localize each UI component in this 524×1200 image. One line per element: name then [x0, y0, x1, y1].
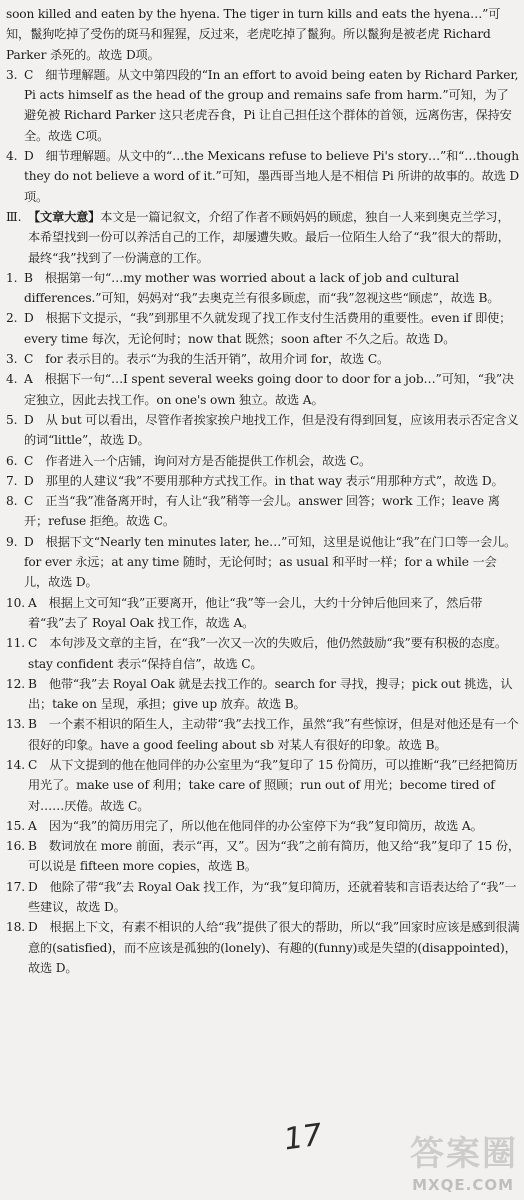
- item-text: B 一个素不相识的陌生人，主动带“我”去找工作，虽然“我”有些惊讶，但是对他还是有一个很好的印象。have a good feeling about sb 对某人有很好的印象。故选 B。: [28, 717, 519, 752]
- answer-item-b14: [6, 755, 520, 816]
- item-text: B 数词放在 more 前面，表示“再，又”。因为“我”之前有简历，他又给“我”复印了 15 份，可以说是 fifteen more copies，故选 B。: [28, 839, 520, 874]
- answer-item-b2: [6, 308, 520, 349]
- answer-item-b3: [6, 349, 520, 369]
- item-text: C 作者进入一个店铺，询问对方是否能提供工作机会，故选 C。: [24, 453, 372, 468]
- item-number: 11.: [6, 636, 25, 651]
- item-number: 13.: [6, 717, 25, 732]
- answer-item-b9: [6, 532, 520, 593]
- item-number: 3.: [6, 352, 18, 367]
- item-number: 7.: [6, 473, 18, 488]
- watermark-url: MXQE.COM: [412, 1176, 514, 1194]
- answer-item-b18: [6, 917, 520, 978]
- item-number: 1.: [6, 270, 18, 285]
- answer-item-b15: [6, 816, 520, 836]
- item-text: C 细节理解题。从文中第四段的“In an effort to avoid being eaten by Richard Parker, Pi acts himself as the head of the group and remains safe from harm.”可知，为了避免被 Richard Parker 这只老虎吞食，Pi 让自己担任这个群体的首领，远离伤害，保持安全。故选 C项。: [24, 67, 519, 143]
- section-tag: 【文章大意】: [28, 209, 101, 224]
- watermark-logo: [378, 1126, 518, 1196]
- item-number: 5.: [6, 412, 18, 427]
- answer-item-b12: [6, 674, 520, 715]
- section-number: Ⅲ.: [6, 209, 22, 224]
- intro-paragraph: soon killed and eaten by the hyena. The tiger in turn kills and eats the hyena…”可知，鬣狗吃掉了受伤的斑马和猩猩，反过来，老虎吃掉了鬣狗。所以鬣狗是被老虎 Richard Parker 杀死的。故选 D项。: [6, 7, 501, 62]
- answer-item-a4: [6, 146, 520, 207]
- item-text: C for 表示目的。表示“为我的生活开销”，故用介词 for，故选 C。: [24, 352, 390, 367]
- item-text: C 从下文提到的他在他同伴的办公室里为“我”复印了 15 份简历，可以推断“我”已经把简历用光了。make use of 利用；take care of 照顾；run out of 用光；become tired of 对……厌倦。故选 C。: [28, 757, 518, 813]
- item-text: D 根据上下文，有素不相识的人给“我”提供了很大的帮助，所以“我”回家时应该是感到很满意的(satisfied)，而不应该是孤独的(lonely)、有趣的(funny)或是失望的(disappointed)，故选 D。: [28, 920, 520, 975]
- item-text: D 那里的人建议“我”不要用那种方式找工作。in that way 表示“用那种方式”，故选 D。: [24, 473, 504, 488]
- item-text: D 他除了带“我”去 Royal Oak 找工作，为“我”复印简历，还就着装和言语表达给了“我”一些建议，故选 D。: [28, 879, 517, 915]
- answer-item-b5: [6, 410, 520, 451]
- answer-item-b11: [6, 633, 520, 674]
- answer-item-b8: [6, 491, 520, 532]
- answer-item-a3: [6, 65, 520, 146]
- answer-item-b10: [6, 593, 520, 634]
- item-text: A 因为“我”的简历用完了，所以他在他同伴的办公室停下为“我”复印简历，故选 A。: [28, 818, 483, 833]
- item-text: B 他带“我”去 Royal Oak 就是去找工作的。search for 寻找，搜寻；pick out 挑选，认出；take on 呈现，承担；give up 放弃。故选 B。: [28, 676, 513, 712]
- item-text: C 正当“我”准备离开时，有人让“我”稍等一会儿。answer 回答；work 工作；leave 离开；refuse 拒绝。故选 C。: [24, 494, 500, 529]
- answer-item-b7: [6, 471, 520, 491]
- item-number: 8.: [6, 494, 18, 509]
- answer-explanations: [6, 4, 520, 978]
- item-number: 12.: [6, 676, 25, 691]
- item-number: 6.: [6, 453, 18, 468]
- item-number: 4.: [6, 372, 18, 387]
- item-number: 15.: [6, 818, 25, 833]
- item-number: 18.: [6, 920, 25, 935]
- item-text: D 细节理解题。从文中的“…the Mexicans refuse to believe Pi's story…”和“…though they do not believe a word of it.”可知，墨西哥当地人是不相信 Pi 所讲的故事的。故选 D项。: [24, 149, 520, 204]
- item-text: B 根据第一句“…my mother was worried about a lack of job and cultural differences.”可知，妈妈对“我”去奥克兰有很多顾虑，而“我”忽视这些“顾虑”，故选 B。: [24, 270, 500, 306]
- answer-item-b1: [6, 268, 520, 309]
- page-number: 17: [281, 1117, 325, 1158]
- item-number: 14.: [6, 757, 25, 772]
- item-number: 3.: [6, 67, 18, 82]
- item-number: 2.: [6, 311, 18, 326]
- item-text: D 根据下文“Nearly ten minutes later, he…”可知，这里是说他让“我”在门口等一会儿。for ever 永远；at any time 随时，无论何时；as usual 和平时一样；for a while 一会儿，故选 D。: [24, 534, 517, 590]
- item-text: D 根据下文提示，“我”到那里不久就发现了找工作支付生活费用的重要性。even if 即使；every time 每次，无论何时；now that 既然；soon after 不久之后。故选 D。: [24, 311, 512, 346]
- answer-item-b13: [6, 714, 520, 755]
- section-text: 本文是一篇记叙文，介绍了作者不顾妈妈的顾虑，独自一人来到奥克兰学习，本希望找到一份可以养活自己的工作，却屡遭失败。最后一位陌生人给了“我”很大的帮助，最终“我”找到了一份满意的工作。: [28, 209, 510, 265]
- item-text: A 根据上文可知“我”正要离开，他让“我”等一会儿，大约十分钟后他回来了，然后带着“我”去了 Royal Oak 找工作，故选 A。: [28, 595, 483, 630]
- section-summary: [6, 207, 520, 268]
- item-number: 4.: [6, 149, 18, 164]
- item-text: C 本句涉及文章的主旨，在“我”一次又一次的失败后，他仍然鼓励“我”要有积极的态度。stay confident 表示“保持自信”，故选 C。: [28, 636, 507, 671]
- item-number: 16.: [6, 839, 25, 854]
- answer-item-b6: [6, 451, 520, 471]
- item-number: 9.: [6, 534, 18, 549]
- answer-item-b16: [6, 836, 520, 877]
- watermark-text: 答案圈: [410, 1134, 518, 1174]
- answer-item-b17: [6, 877, 520, 918]
- item-number: 17.: [6, 879, 25, 894]
- item-text: A 根据下一句“…I spent several weeks going door to door for a job…”可知，“我”决定独立，因此去找工作。on one's own 独立。故选 A。: [24, 372, 514, 407]
- item-number: 10.: [6, 595, 25, 610]
- item-text: D 从 but 可以看出，尽管作者挨家挨户地找工作，但是没有得到回复，应该用表示否定含义的词“little”，故选 D。: [24, 412, 519, 448]
- answer-item-b4: [6, 369, 520, 410]
